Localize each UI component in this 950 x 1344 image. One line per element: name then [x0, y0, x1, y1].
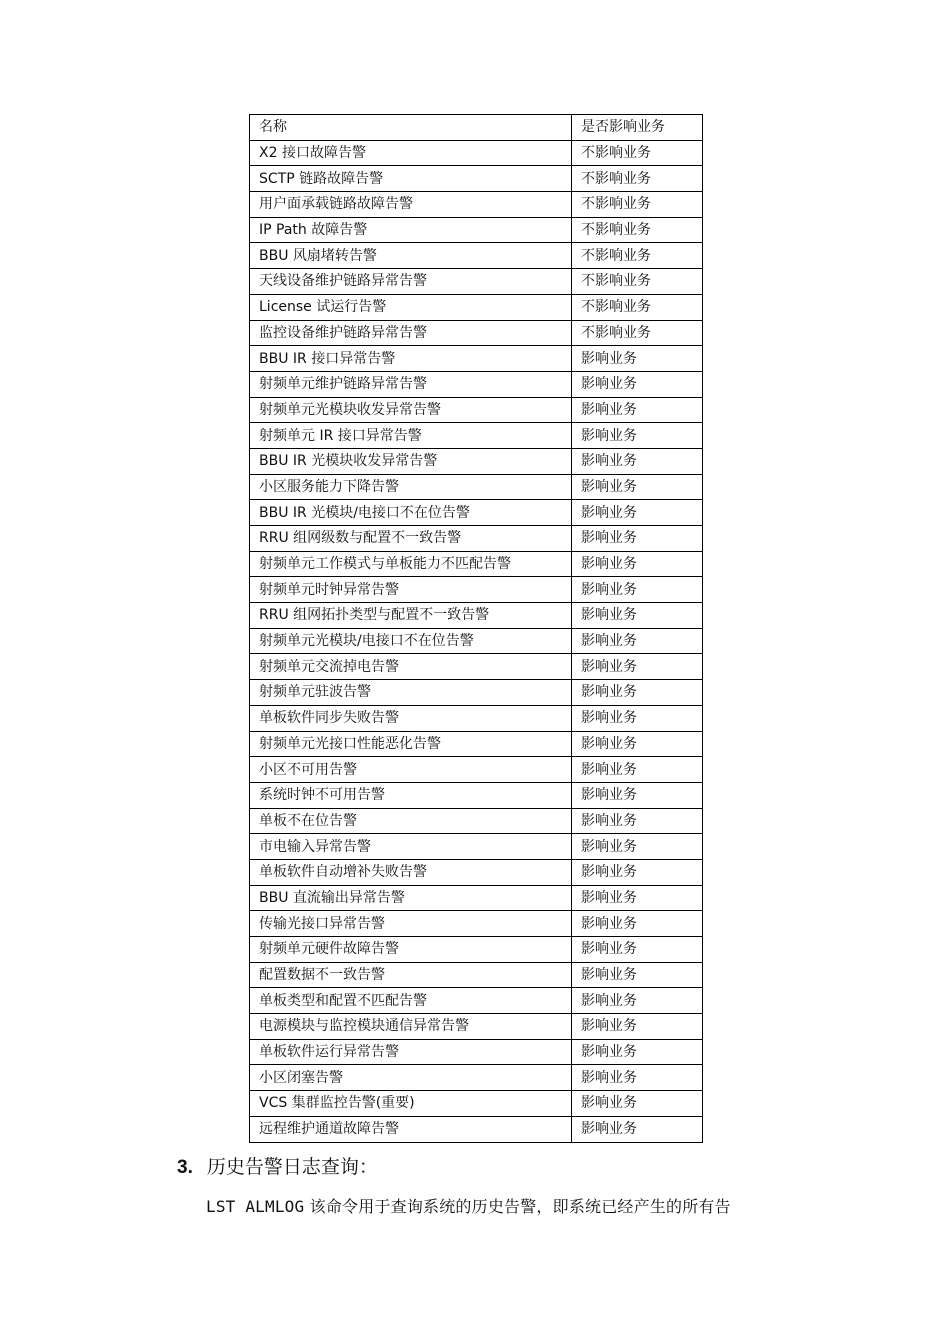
alarm-name-cell: 射频单元 IR 接口异常告警: [250, 423, 572, 449]
table-row: [250, 397, 703, 423]
alarm-name-cell: RRU 组网级数与配置不一致告警: [250, 526, 572, 552]
alarm-name-cell: 射频单元驻波告警: [250, 680, 572, 706]
alarm-name-cell: 射频单元硬件故障告警: [250, 937, 572, 963]
impact-cell: 不影响业务: [572, 320, 703, 346]
impact-cell: 影响业务: [572, 1091, 703, 1117]
impact-cell: 影响业务: [572, 885, 703, 911]
alarm-name-cell: 射频单元时钟异常告警: [250, 577, 572, 603]
alarm-name-cell: IP Path 故障告警: [250, 217, 572, 243]
table-row: [250, 320, 703, 346]
table-row: [250, 1065, 703, 1091]
table-row: [250, 731, 703, 757]
table-row: [250, 551, 703, 577]
section-number: 3.: [177, 1157, 193, 1178]
table-row: [250, 217, 703, 243]
table-row: [250, 834, 703, 860]
impact-cell: 影响业务: [572, 937, 703, 963]
alarm-name-cell: 射频单元交流掉电告警: [250, 654, 572, 680]
table-row: [250, 423, 703, 449]
impact-cell: 影响业务: [572, 371, 703, 397]
impact-cell: 影响业务: [572, 526, 703, 552]
impact-cell: 不影响业务: [572, 217, 703, 243]
table-row: [250, 166, 703, 192]
impact-cell: 影响业务: [572, 346, 703, 372]
impact-cell: 影响业务: [572, 500, 703, 526]
alarm-name-cell: 天线设备维护链路异常告警: [250, 269, 572, 295]
alarm-name-cell: 单板不在位告警: [250, 808, 572, 834]
table-row: [250, 500, 703, 526]
impact-cell: 影响业务: [572, 705, 703, 731]
alarm-name-cell: 配置数据不一致告警: [250, 962, 572, 988]
alarm-name-cell: 射频单元维护链路异常告警: [250, 371, 572, 397]
table-header-row: [250, 115, 703, 141]
alarm-name-cell: 小区不可用告警: [250, 757, 572, 783]
body-paragraph: [206, 1194, 731, 1217]
alarm-impact-table: [249, 114, 703, 1143]
alarm-name-cell: BBU IR 光模块/电接口不在位告警: [250, 500, 572, 526]
table-row: [250, 474, 703, 500]
table-row: [250, 603, 703, 629]
alarm-name-cell: 单板软件运行异常告警: [250, 1039, 572, 1065]
alarm-name-cell: 单板类型和配置不匹配告警: [250, 988, 572, 1014]
header-impact: 是否影响业务: [572, 115, 703, 141]
alarm-name-cell: 传输光接口异常告警: [250, 911, 572, 937]
table-row: [250, 937, 703, 963]
impact-cell: 影响业务: [572, 731, 703, 757]
table-row: [250, 808, 703, 834]
impact-cell: 影响业务: [572, 1065, 703, 1091]
table-row: [250, 1116, 703, 1142]
alarm-name-cell: 单板软件自动增补失败告警: [250, 859, 572, 885]
table-row: [250, 911, 703, 937]
table-row: [250, 782, 703, 808]
alarm-name-cell: 用户面承载链路故障告警: [250, 192, 572, 218]
table-row: [250, 1014, 703, 1040]
impact-cell: 影响业务: [572, 397, 703, 423]
table-row: [250, 294, 703, 320]
alarm-name-cell: VCS 集群监控告警(重要): [250, 1091, 572, 1117]
table-row: [250, 705, 703, 731]
table-row: [250, 757, 703, 783]
impact-cell: 影响业务: [572, 474, 703, 500]
alarm-name-cell: 远程维护通道故障告警: [250, 1116, 572, 1142]
impact-cell: 不影响业务: [572, 166, 703, 192]
table-row: [250, 192, 703, 218]
impact-cell: 不影响业务: [572, 192, 703, 218]
alarm-name-cell: 射频单元光模块收发异常告警: [250, 397, 572, 423]
alarm-name-cell: 监控设备维护链路异常告警: [250, 320, 572, 346]
table-row: [250, 885, 703, 911]
impact-cell: 影响业务: [572, 962, 703, 988]
table-row: [250, 577, 703, 603]
table-row: [250, 448, 703, 474]
impact-cell: 影响业务: [572, 551, 703, 577]
impact-cell: 影响业务: [572, 859, 703, 885]
impact-cell: 影响业务: [572, 1039, 703, 1065]
impact-cell: 不影响业务: [572, 140, 703, 166]
impact-cell: 影响业务: [572, 448, 703, 474]
impact-cell: 影响业务: [572, 603, 703, 629]
section-title: 历史告警日志查询：: [206, 1156, 378, 1178]
header-name: 名称: [250, 115, 572, 141]
impact-cell: 影响业务: [572, 782, 703, 808]
table-row: [250, 654, 703, 680]
alarm-name-cell: 电源模块与监控模块通信异常告警: [250, 1014, 572, 1040]
alarm-name-cell: BBU 风扇堵转告警: [250, 243, 572, 269]
alarm-name-cell: 射频单元工作模式与单板能力不匹配告警: [250, 551, 572, 577]
table-row: [250, 859, 703, 885]
impact-cell: 影响业务: [572, 423, 703, 449]
alarm-name-cell: 系统时钟不可用告警: [250, 782, 572, 808]
table-row: [250, 680, 703, 706]
impact-cell: 影响业务: [572, 1116, 703, 1142]
table-row: [250, 140, 703, 166]
impact-cell: 影响业务: [572, 577, 703, 603]
alarm-name-cell: SCTP 链路故障告警: [250, 166, 572, 192]
alarm-name-cell: 小区闭塞告警: [250, 1065, 572, 1091]
alarm-name-cell: BBU 直流输出异常告警: [250, 885, 572, 911]
section-heading: [177, 1152, 378, 1179]
command-name: LST ALMLOG: [206, 1197, 305, 1216]
alarm-name-cell: 射频单元光接口性能恶化告警: [250, 731, 572, 757]
impact-cell: 影响业务: [572, 628, 703, 654]
table-row: [250, 243, 703, 269]
table-row: [250, 628, 703, 654]
alarm-name-cell: 小区服务能力下降告警: [250, 474, 572, 500]
impact-cell: 影响业务: [572, 834, 703, 860]
paragraph-text: 该命令用于查询系统的历史告警，即系统已经产生的所有告: [304, 1197, 731, 1216]
alarm-name-cell: BBU IR 接口异常告警: [250, 346, 572, 372]
impact-cell: 不影响业务: [572, 243, 703, 269]
impact-cell: 不影响业务: [572, 269, 703, 295]
impact-cell: 影响业务: [572, 1014, 703, 1040]
table-row: [250, 269, 703, 295]
alarm-name-cell: License 试运行告警: [250, 294, 572, 320]
alarm-name-cell: X2 接口故障告警: [250, 140, 572, 166]
table-row: [250, 1091, 703, 1117]
table-row: [250, 371, 703, 397]
alarm-name-cell: 单板软件同步失败告警: [250, 705, 572, 731]
impact-cell: 不影响业务: [572, 294, 703, 320]
impact-cell: 影响业务: [572, 988, 703, 1014]
impact-cell: 影响业务: [572, 680, 703, 706]
alarm-name-cell: BBU IR 光模块收发异常告警: [250, 448, 572, 474]
impact-cell: 影响业务: [572, 808, 703, 834]
impact-cell: 影响业务: [572, 911, 703, 937]
table-row: [250, 1039, 703, 1065]
impact-cell: 影响业务: [572, 654, 703, 680]
table-body: [250, 115, 703, 1143]
alarm-name-cell: 市电输入异常告警: [250, 834, 572, 860]
impact-cell: 影响业务: [572, 757, 703, 783]
table-row: [250, 526, 703, 552]
alarm-name-cell: RRU 组网拓扑类型与配置不一致告警: [250, 603, 572, 629]
table-row: [250, 988, 703, 1014]
table-row: [250, 346, 703, 372]
alarm-name-cell: 射频单元光模块/电接口不在位告警: [250, 628, 572, 654]
table-row: [250, 962, 703, 988]
